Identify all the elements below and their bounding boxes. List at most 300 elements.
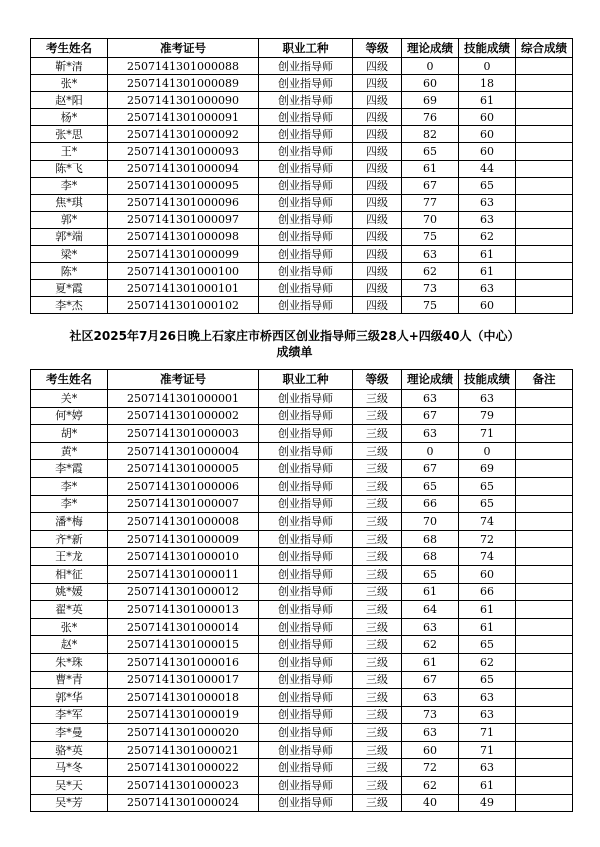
table-row	[31, 58, 573, 75]
table-row	[31, 741, 573, 759]
cell-name: 李*杰	[31, 297, 108, 314]
cell-theory-score: 61	[402, 653, 459, 671]
cell-name: 姚*媛	[31, 583, 108, 601]
cell-occupation: 创业指导师	[259, 724, 353, 742]
cell-name: 李*曼	[31, 724, 108, 742]
cell-occupation: 创业指导师	[259, 777, 353, 795]
cell-name: 吴*天	[31, 777, 108, 795]
cell-ticket-number: 2507141301000023	[108, 777, 259, 795]
cell-extra	[516, 425, 573, 443]
cell-theory-score: 73	[402, 706, 459, 724]
cell-level: 三级	[353, 513, 402, 531]
header-theory-score: 理论成绩	[402, 370, 459, 390]
cell-ticket-number: 2507141301000019	[108, 706, 259, 724]
cell-ticket-number: 2507141301000002	[108, 407, 259, 425]
cell-level: 四级	[353, 228, 402, 245]
table-row	[31, 425, 573, 443]
header-name: 考生姓名	[31, 39, 108, 58]
cell-skill-score: 65	[459, 477, 516, 495]
cell-ticket-number: 2507141301000092	[108, 126, 259, 143]
cell-level: 四级	[353, 58, 402, 75]
cell-ticket-number: 2507141301000091	[108, 109, 259, 126]
cell-skill-score: 63	[459, 689, 516, 707]
cell-theory-score: 62	[402, 636, 459, 654]
cell-extra	[516, 653, 573, 671]
cell-occupation: 创业指导师	[259, 126, 353, 143]
cell-occupation: 创业指导师	[259, 477, 353, 495]
cell-name: 王*龙	[31, 548, 108, 566]
cell-level: 四级	[353, 194, 402, 211]
table-row	[31, 794, 573, 812]
score-table-level-3	[30, 369, 573, 812]
cell-theory-score: 67	[402, 671, 459, 689]
cell-level: 三级	[353, 759, 402, 777]
table-row	[31, 759, 573, 777]
cell-theory-score: 75	[402, 297, 459, 314]
cell-theory-score: 65	[402, 143, 459, 160]
cell-level: 四级	[353, 246, 402, 263]
table-row	[31, 513, 573, 531]
cell-extra	[516, 228, 573, 245]
cell-ticket-number: 2507141301000021	[108, 741, 259, 759]
cell-name: 骆*英	[31, 741, 108, 759]
cell-ticket-number: 2507141301000099	[108, 246, 259, 263]
cell-skill-score: 61	[459, 601, 516, 619]
cell-level: 三级	[353, 390, 402, 408]
cell-name: 杨*	[31, 109, 108, 126]
cell-level: 三级	[353, 671, 402, 689]
cell-extra	[516, 601, 573, 619]
cell-theory-score: 60	[402, 741, 459, 759]
cell-skill-score: 71	[459, 425, 516, 443]
table-header-row	[31, 370, 573, 390]
cell-extra	[516, 211, 573, 228]
cell-skill-score: 63	[459, 280, 516, 297]
cell-extra	[516, 390, 573, 408]
cell-skill-score: 60	[459, 565, 516, 583]
cell-occupation: 创业指导师	[259, 618, 353, 636]
cell-ticket-number: 2507141301000024	[108, 794, 259, 812]
cell-theory-score: 64	[402, 601, 459, 619]
report-title	[30, 328, 559, 360]
table-header-row	[31, 39, 573, 58]
cell-theory-score: 67	[402, 177, 459, 194]
title-line-1: 社区2025年7月26日晚上石家庄市桥西区创业指导师三级28人+四级40人（中心）	[69, 329, 520, 343]
cell-skill-score: 79	[459, 407, 516, 425]
cell-skill-score: 71	[459, 724, 516, 742]
cell-extra	[516, 777, 573, 795]
table-row	[31, 194, 573, 211]
cell-name: 赵*	[31, 636, 108, 654]
cell-theory-score: 68	[402, 548, 459, 566]
cell-ticket-number: 2507141301000022	[108, 759, 259, 777]
cell-occupation: 创业指导师	[259, 601, 353, 619]
cell-level: 三级	[353, 777, 402, 795]
cell-theory-score: 67	[402, 460, 459, 478]
cell-theory-score: 62	[402, 263, 459, 280]
cell-occupation: 创业指导师	[259, 530, 353, 548]
cell-extra	[516, 460, 573, 478]
cell-level: 四级	[353, 297, 402, 314]
cell-ticket-number: 2507141301000005	[108, 460, 259, 478]
table-row	[31, 495, 573, 513]
cell-extra	[516, 194, 573, 211]
header-occupation: 职业工种	[259, 370, 353, 390]
cell-extra	[516, 513, 573, 531]
cell-name: 李*霞	[31, 460, 108, 478]
cell-theory-score: 68	[402, 530, 459, 548]
header-overall-score: 综合成绩	[516, 39, 573, 58]
cell-ticket-number: 2507141301000010	[108, 548, 259, 566]
cell-ticket-number: 2507141301000003	[108, 425, 259, 443]
cell-level: 四级	[353, 92, 402, 109]
cell-extra	[516, 636, 573, 654]
cell-theory-score: 67	[402, 407, 459, 425]
cell-name: 梁*	[31, 246, 108, 263]
cell-skill-score: 69	[459, 460, 516, 478]
cell-theory-score: 76	[402, 109, 459, 126]
table-row	[31, 126, 573, 143]
cell-level: 三级	[353, 741, 402, 759]
cell-name: 靳*清	[31, 58, 108, 75]
cell-extra	[516, 92, 573, 109]
cell-level: 三级	[353, 477, 402, 495]
header-remarks: 备注	[516, 370, 573, 390]
cell-ticket-number: 2507141301000093	[108, 143, 259, 160]
cell-occupation: 创业指导师	[259, 671, 353, 689]
table-row	[31, 280, 573, 297]
cell-extra	[516, 794, 573, 812]
cell-name: 陈*飞	[31, 160, 108, 177]
cell-occupation: 创业指导师	[259, 653, 353, 671]
table-row	[31, 442, 573, 460]
cell-ticket-number: 2507141301000012	[108, 583, 259, 601]
cell-name: 陈*	[31, 263, 108, 280]
cell-occupation: 创业指导师	[259, 297, 353, 314]
cell-ticket-number: 2507141301000089	[108, 75, 259, 92]
cell-level: 四级	[353, 263, 402, 280]
cell-skill-score: 61	[459, 618, 516, 636]
cell-theory-score: 63	[402, 246, 459, 263]
table-row	[31, 671, 573, 689]
cell-occupation: 创业指导师	[259, 495, 353, 513]
cell-ticket-number: 2507141301000018	[108, 689, 259, 707]
cell-skill-score: 65	[459, 636, 516, 654]
cell-skill-score: 63	[459, 759, 516, 777]
cell-occupation: 创业指导师	[259, 211, 353, 228]
cell-occupation: 创业指导师	[259, 759, 353, 777]
cell-name: 朱*珠	[31, 653, 108, 671]
cell-skill-score: 63	[459, 194, 516, 211]
cell-occupation: 创业指导师	[259, 636, 353, 654]
cell-level: 三级	[353, 601, 402, 619]
table-row	[31, 548, 573, 566]
cell-name: 胡*	[31, 425, 108, 443]
cell-skill-score: 72	[459, 530, 516, 548]
table-row	[31, 706, 573, 724]
cell-theory-score: 61	[402, 160, 459, 177]
cell-skill-score: 0	[459, 442, 516, 460]
cell-extra	[516, 75, 573, 92]
header-ticket-number: 准考证号	[108, 39, 259, 58]
table-row	[31, 565, 573, 583]
cell-name: 相*征	[31, 565, 108, 583]
cell-name: 王*	[31, 143, 108, 160]
cell-ticket-number: 2507141301000102	[108, 297, 259, 314]
cell-name: 吴*芳	[31, 794, 108, 812]
cell-skill-score: 0	[459, 58, 516, 75]
cell-level: 三级	[353, 548, 402, 566]
cell-name: 张*	[31, 75, 108, 92]
cell-theory-score: 75	[402, 228, 459, 245]
cell-name: 翟*英	[31, 601, 108, 619]
cell-theory-score: 62	[402, 777, 459, 795]
cell-level: 四级	[353, 160, 402, 177]
cell-extra	[516, 407, 573, 425]
cell-theory-score: 70	[402, 513, 459, 531]
cell-skill-score: 60	[459, 109, 516, 126]
cell-name: 曹*青	[31, 671, 108, 689]
cell-name: 焦*琪	[31, 194, 108, 211]
cell-extra	[516, 495, 573, 513]
cell-extra	[516, 177, 573, 194]
cell-level: 四级	[353, 143, 402, 160]
cell-extra	[516, 263, 573, 280]
table-row	[31, 211, 573, 228]
cell-occupation: 创业指导师	[259, 425, 353, 443]
cell-name: 李*军	[31, 706, 108, 724]
cell-ticket-number: 2507141301000098	[108, 228, 259, 245]
cell-skill-score: 44	[459, 160, 516, 177]
table-row	[31, 177, 573, 194]
cell-name: 张*	[31, 618, 108, 636]
cell-ticket-number: 2507141301000008	[108, 513, 259, 531]
cell-occupation: 创业指导师	[259, 263, 353, 280]
cell-theory-score: 40	[402, 794, 459, 812]
cell-skill-score: 66	[459, 583, 516, 601]
cell-name: 李*	[31, 177, 108, 194]
cell-ticket-number: 2507141301000088	[108, 58, 259, 75]
cell-name: 赵*阳	[31, 92, 108, 109]
table-body	[31, 390, 573, 812]
cell-skill-score: 74	[459, 513, 516, 531]
cell-level: 四级	[353, 126, 402, 143]
cell-theory-score: 0	[402, 58, 459, 75]
cell-skill-score: 61	[459, 263, 516, 280]
table-row	[31, 636, 573, 654]
cell-level: 三级	[353, 724, 402, 742]
cell-occupation: 创业指导师	[259, 583, 353, 601]
table-row	[31, 160, 573, 177]
cell-level: 三级	[353, 460, 402, 478]
cell-occupation: 创业指导师	[259, 548, 353, 566]
cell-level: 四级	[353, 75, 402, 92]
cell-ticket-number: 2507141301000100	[108, 263, 259, 280]
cell-extra	[516, 724, 573, 742]
table-row	[31, 297, 573, 314]
cell-extra	[516, 548, 573, 566]
cell-theory-score: 69	[402, 92, 459, 109]
cell-extra	[516, 741, 573, 759]
cell-skill-score: 63	[459, 211, 516, 228]
table-row	[31, 263, 573, 280]
cell-level: 三级	[353, 689, 402, 707]
cell-extra	[516, 160, 573, 177]
cell-theory-score: 65	[402, 477, 459, 495]
cell-name: 郭*华	[31, 689, 108, 707]
cell-extra	[516, 689, 573, 707]
cell-occupation: 创业指导师	[259, 58, 353, 75]
table-row	[31, 228, 573, 245]
cell-skill-score: 65	[459, 177, 516, 194]
cell-theory-score: 61	[402, 583, 459, 601]
cell-theory-score: 70	[402, 211, 459, 228]
cell-ticket-number: 2507141301000011	[108, 565, 259, 583]
cell-occupation: 创业指导师	[259, 794, 353, 812]
cell-name: 李*	[31, 495, 108, 513]
cell-ticket-number: 2507141301000014	[108, 618, 259, 636]
cell-level: 三级	[353, 618, 402, 636]
cell-level: 三级	[353, 583, 402, 601]
cell-occupation: 创业指导师	[259, 407, 353, 425]
cell-skill-score: 18	[459, 75, 516, 92]
header-occupation: 职业工种	[259, 39, 353, 58]
table-row	[31, 460, 573, 478]
cell-extra	[516, 442, 573, 460]
cell-theory-score: 77	[402, 194, 459, 211]
cell-theory-score: 66	[402, 495, 459, 513]
cell-ticket-number: 2507141301000013	[108, 601, 259, 619]
cell-extra	[516, 246, 573, 263]
cell-extra	[516, 565, 573, 583]
cell-occupation: 创业指导师	[259, 280, 353, 297]
cell-skill-score: 71	[459, 741, 516, 759]
cell-extra	[516, 618, 573, 636]
cell-name: 马*冬	[31, 759, 108, 777]
cell-ticket-number: 2507141301000096	[108, 194, 259, 211]
cell-occupation: 创业指导师	[259, 92, 353, 109]
cell-level: 三级	[353, 495, 402, 513]
cell-skill-score: 60	[459, 297, 516, 314]
cell-level: 四级	[353, 177, 402, 194]
cell-name: 李*	[31, 477, 108, 495]
header-level: 等级	[353, 370, 402, 390]
cell-extra	[516, 58, 573, 75]
cell-occupation: 创业指导师	[259, 75, 353, 92]
table-row	[31, 390, 573, 408]
cell-level: 三级	[353, 425, 402, 443]
cell-level: 三级	[353, 407, 402, 425]
cell-skill-score: 63	[459, 706, 516, 724]
cell-extra	[516, 126, 573, 143]
cell-extra	[516, 583, 573, 601]
cell-theory-score: 72	[402, 759, 459, 777]
cell-ticket-number: 2507141301000004	[108, 442, 259, 460]
cell-occupation: 创业指导师	[259, 565, 353, 583]
table-row	[31, 724, 573, 742]
cell-ticket-number: 2507141301000009	[108, 530, 259, 548]
cell-level: 三级	[353, 636, 402, 654]
cell-theory-score: 0	[402, 442, 459, 460]
table-row	[31, 689, 573, 707]
cell-theory-score: 60	[402, 75, 459, 92]
cell-name: 郭*	[31, 211, 108, 228]
cell-name: 关*	[31, 390, 108, 408]
cell-extra	[516, 759, 573, 777]
header-name: 考生姓名	[31, 370, 108, 390]
cell-extra	[516, 143, 573, 160]
cell-theory-score: 63	[402, 425, 459, 443]
cell-ticket-number: 2507141301000020	[108, 724, 259, 742]
cell-extra	[516, 477, 573, 495]
cell-occupation: 创业指导师	[259, 706, 353, 724]
table-row	[31, 601, 573, 619]
cell-theory-score: 82	[402, 126, 459, 143]
cell-ticket-number: 2507141301000095	[108, 177, 259, 194]
cell-level: 三级	[353, 706, 402, 724]
cell-name: 潘*梅	[31, 513, 108, 531]
cell-occupation: 创业指导师	[259, 109, 353, 126]
cell-name: 何*婷	[31, 407, 108, 425]
cell-occupation: 创业指导师	[259, 390, 353, 408]
cell-skill-score: 61	[459, 246, 516, 263]
cell-theory-score: 63	[402, 618, 459, 636]
cell-level: 三级	[353, 530, 402, 548]
cell-name: 郭*端	[31, 228, 108, 245]
table-row	[31, 618, 573, 636]
cell-skill-score: 62	[459, 228, 516, 245]
cell-level: 三级	[353, 794, 402, 812]
cell-extra	[516, 109, 573, 126]
cell-occupation: 创业指导师	[259, 160, 353, 177]
cell-occupation: 创业指导师	[259, 177, 353, 194]
table-row	[31, 653, 573, 671]
cell-theory-score: 65	[402, 565, 459, 583]
cell-name: 张*思	[31, 126, 108, 143]
cell-ticket-number: 2507141301000017	[108, 671, 259, 689]
cell-skill-score: 62	[459, 653, 516, 671]
cell-skill-score: 60	[459, 143, 516, 160]
cell-skill-score: 49	[459, 794, 516, 812]
table-row	[31, 109, 573, 126]
cell-occupation: 创业指导师	[259, 228, 353, 245]
cell-ticket-number: 2507141301000007	[108, 495, 259, 513]
cell-occupation: 创业指导师	[259, 143, 353, 160]
cell-ticket-number: 2507141301000006	[108, 477, 259, 495]
header-level: 等级	[353, 39, 402, 58]
cell-occupation: 创业指导师	[259, 194, 353, 211]
table-row	[31, 530, 573, 548]
score-table-level-4	[30, 38, 573, 314]
cell-level: 四级	[353, 280, 402, 297]
table-row	[31, 246, 573, 263]
cell-extra	[516, 671, 573, 689]
title-line-2: 成绩单	[276, 345, 313, 359]
cell-level: 四级	[353, 211, 402, 228]
cell-skill-score: 65	[459, 495, 516, 513]
cell-skill-score: 60	[459, 126, 516, 143]
table-body	[31, 58, 573, 314]
cell-occupation: 创业指导师	[259, 246, 353, 263]
cell-skill-score: 61	[459, 777, 516, 795]
cell-name: 黄*	[31, 442, 108, 460]
table-row	[31, 407, 573, 425]
cell-ticket-number: 2507141301000001	[108, 390, 259, 408]
cell-occupation: 创业指导师	[259, 689, 353, 707]
cell-extra	[516, 706, 573, 724]
cell-level: 三级	[353, 442, 402, 460]
cell-ticket-number: 2507141301000097	[108, 211, 259, 228]
